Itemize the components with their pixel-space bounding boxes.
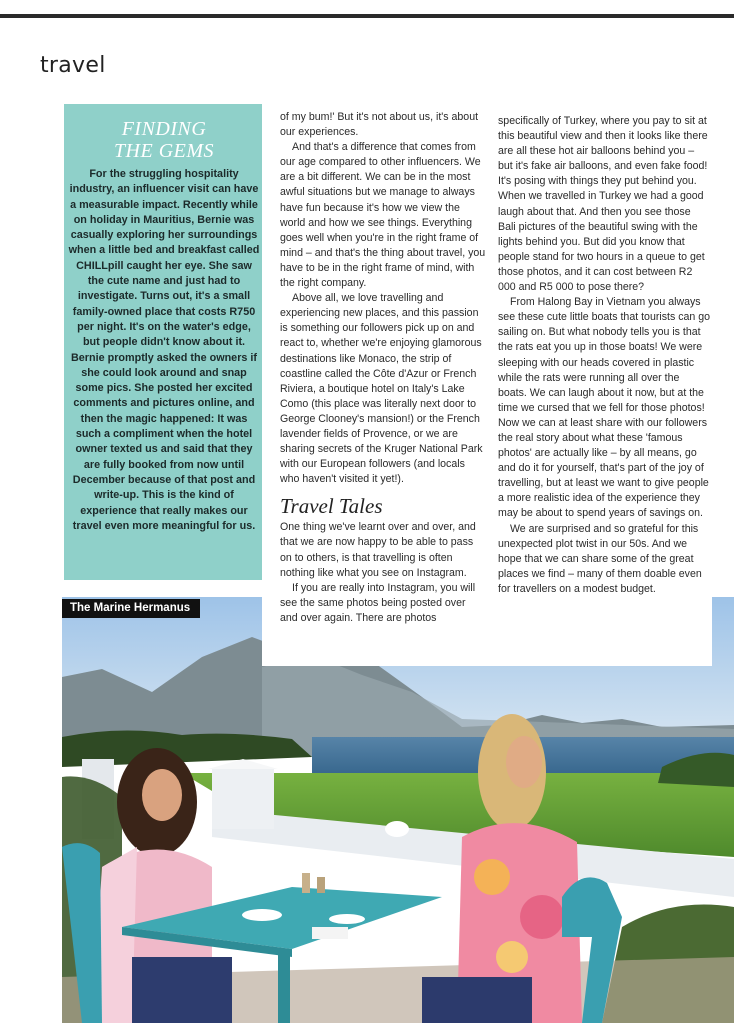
sidebar-title-line2: THE GEMS [113,140,215,162]
table-leg [278,953,290,1023]
paragraph: Above all, we love travelling and experiencing new places, and this passion is something our followers pick up on and react to, whether we're enjoying glamorous destinations like Monaco, the strip of coastline called the Côte d'Azur or French Riviera, a boutique hotel on Italy's Lake Como (this place was literally next door to George Clooney's mansion!) or the French lavender fields of Provence, or we are sharing secrets of the Kruger National Park with our European followers (and locals who haven't visited it yet!). [280,292,483,486]
paragraph: If you are really into Instagram, you will see the same photos being posted over and over again. There are photos [280,581,476,624]
paragraph: specifically of Turkey, where you pay to sit at this beautiful view and then it looks like there are all these hot air balloons behind you – but it's fake air balloons, and even fake food! It's posing with things they put behind you. When we travelled in Turkey we had a good laugh about that. And then you see those Bali pictures of the beautiful swing with the lights behind you. But did you know that people stand for two hours in a queue to get those photos, and it can cost between R2 000 and R5 000 to pose there? [498,115,708,294]
paragraph: One thing we've learnt over and over, and that we are now happy to be able to pass on to others, is that travelling is often nothing like what you see on Instagram. [280,521,476,579]
bottle [302,873,310,893]
paragraph: From Halong Bay in Vietnam you always see these cute little boats that tourists can go sailing on. But what nobody tells you is that the rats eat you up in those boats! We were sleeping with our heads covered in plastic while the rats were running all over the boats. We can laugh about it now, but at the time we cursed that we fell for those photos! Now we can at least share with our followers the real story about what these 'famous photos' are actually like – by all means, go and do it for yourself, that's part of the joy of travelling, but at least we want to give people a more realistic idea of the experience they may be about to spend years of savings on. [498,296,710,520]
pillar-mid [212,769,274,829]
sidebar-box [64,104,264,580]
woman-right-face [506,736,542,788]
top-rule [0,0,734,22]
subheading: Travel Tales [280,494,383,519]
cup-left [198,842,222,858]
article-column-2 [498,114,710,597]
napkin [312,927,348,939]
woman-right-jeans [422,977,532,1023]
section-label: travel [40,53,106,78]
article-column-1 [280,110,486,626]
sidebar-title [68,118,260,162]
paragraph: of my bum!' But it's not about us, it's about our experiences. [280,111,479,139]
sidebar-body: For the struggling hospitality industry, an influencer visit can have a measurable impact. Recently while on holiday in Mauritius, Bernie was casually exploring her surroundings when a little bed and breakfast called CHILLpill caught her eye. She saw the cute name and just had to investigate. Turns out, it's a small family-owned place that costs R750 per night. It's on the water's edge, but people didn't know about it. Bernie promptly asked the owners if she could look around and snap some pics. She posted her excited comments and pictures online, and then the magic happened: It was such a compliment when the hotel owner texted us and said that they are fully booked from now until December because of that post and write-up. This is the kind of experience that really makes our travel even more meaningful for us. [68,168,260,532]
article-text-panel [262,104,712,666]
sidebar-title-line1: FINDING [121,118,207,140]
woman-left-face [142,769,182,821]
photo-caption: The Marine Hermanus [62,599,200,618]
paragraph: We are surprised and so grateful for this unexpected plot twist in our 50s. And we hope that we can share some of the great places we find – many of them doable even for travellers on a modest budget. [498,522,702,595]
cup-right [385,821,409,837]
plate [242,909,282,921]
woman-left-jeans [132,957,232,1023]
paragraph: And that's a difference that comes from our age compared to other influencers. We are a bit different. We can be in the most awful situations but we manage to always have fun because it's how we view the world and how we see things. Everything goes well when you're in the right frame of mind – and that's the thing about travel, you have to be in the right frame of mind, with the right company. [280,141,486,290]
